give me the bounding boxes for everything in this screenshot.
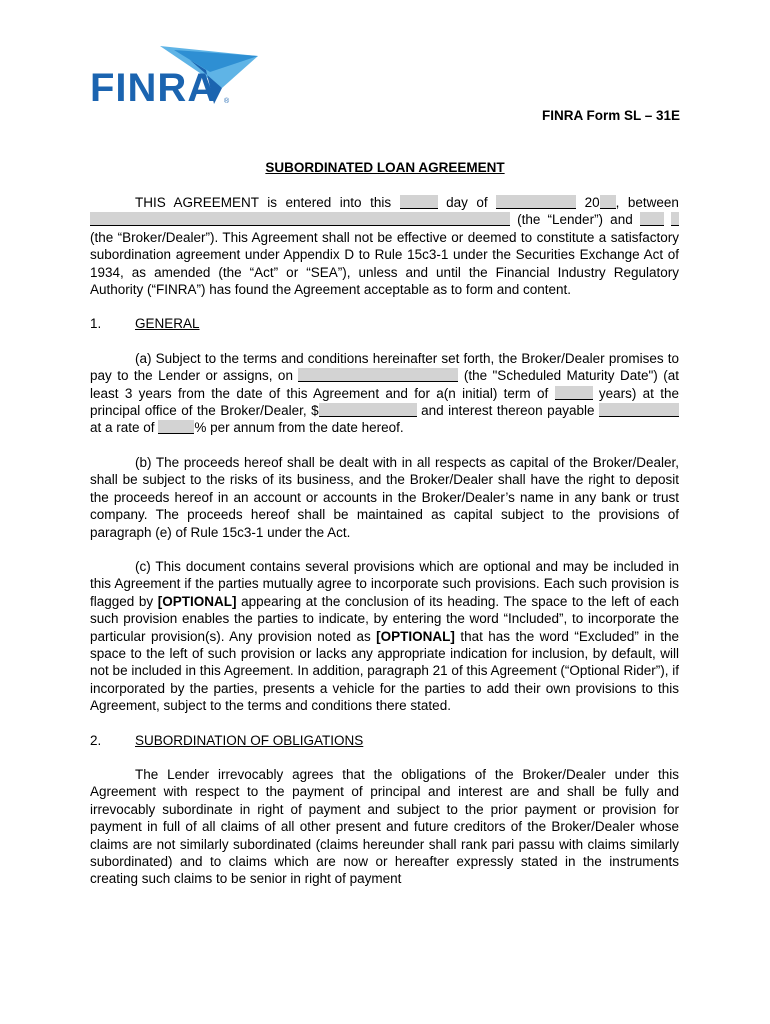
paragraph-b: (b) The proceeds hereof shall be dealt with in all respects as capital of the Broker/Dealer, shall be subject to the risks of its business, and the Broker/Dealer shall have the right to deposit the proceeds hereof in an account or accounts in the Broker/Dealer’s name in any bank or trust company. The proceeds hereof shall be maintained as capital subject to the provisions of paragraph (e) of Rule 15c3-1 under the Act. xyxy=(90,454,679,540)
paragraph-a: (a) Subject to the terms and conditions hereinafter set forth, the Broker/Dealer promises to pay to the Lender or assigns, on (the "Scheduled Maturity Date") (at least 3 years from the date of this Agreement and for a(n initial) term of years) at the principal office of the Broker/Dealer, $ and interest thereon payable at a rate of % per annum from the date hereof. xyxy=(90,350,679,436)
day-field[interactable] xyxy=(400,195,438,209)
principal-amount-field[interactable] xyxy=(319,403,417,417)
document-title: SUBORDINATED LOAN AGREEMENT xyxy=(265,160,505,175)
broker-dealer-name-field-cont[interactable] xyxy=(671,212,679,226)
broker-dealer-name-field[interactable] xyxy=(640,212,664,226)
paragraph-c: (c) This document contains several provisions which are optional and may be included in this Agreement if the parties mutually agree to incorporate such provisions. Each such provision is flagged by [OPTIONAL] appearing at the conclusion of its heading. The space to the left of each such provision enables the parties to indicate, by entering the word “Included”, to incorporate the particular provision(s). Any provision noted as [OPTIONAL] that has the word “Excluded” in the space to the left of such provision or lacks any appropriate indication for inclusion, by default, will not be included in this Agreement. In addition, paragraph 21 of this Agreement (“Optional Rider”), if incorporated by the parties, presents a vehicle for the parties to add their own provisions to this Agreement, subject to the terms and conditions there stated. xyxy=(90,558,679,714)
registered-mark: ® xyxy=(224,98,230,105)
section-1-heading: 1. GENERAL xyxy=(90,316,200,332)
term-years-field[interactable] xyxy=(555,386,593,400)
paragraph-2: The Lender irrevocably agrees that the obligations of the Broker/Dealer under this Agreement with respect to the payment of principal and interest are and shall be fully and irrevocably subordinate in right of payment and subject to the prior payment or provision for payment in full of all claims of all other present and future creditors of the Broker/Dealer whose claims are not similarly subordinated (claims hereunder shall rank pari passu with claims similarly subordinated) and to claims which are now or hereafter expressly stated in the instruments creating such claims to be senior in right of payment xyxy=(90,766,679,887)
form-identifier: FINRA Form SL – 31E xyxy=(541,108,680,123)
intro-paragraph: THIS AGREEMENT is entered into this day of 20 , between (the “Lender”) and (the “Broker/Dealer”). This Agreement shall not be effective or deemed to constitute a satisfactory subordination agreement under Appendix D to Rule 15c3-1 under the Securities Exchange Act of 1934, as amended (the “Act” or “SEA”), unless and until the Financial Industry Regulatory Authority (“FINRA”) has found the Agreement acceptable as to form and content. xyxy=(90,195,679,298)
finra-logo xyxy=(90,42,260,110)
section-2-heading: 2. SUBORDINATION OF OBLIGATIONS xyxy=(90,732,364,748)
document-body xyxy=(90,194,679,888)
month-field[interactable] xyxy=(496,195,576,209)
payable-field[interactable] xyxy=(599,403,679,417)
finra-wordmark: FINRA xyxy=(90,66,218,110)
lender-name-field[interactable] xyxy=(90,212,510,226)
year-field[interactable] xyxy=(600,195,616,209)
interest-rate-field[interactable] xyxy=(158,420,194,434)
maturity-date-field[interactable] xyxy=(298,368,458,382)
